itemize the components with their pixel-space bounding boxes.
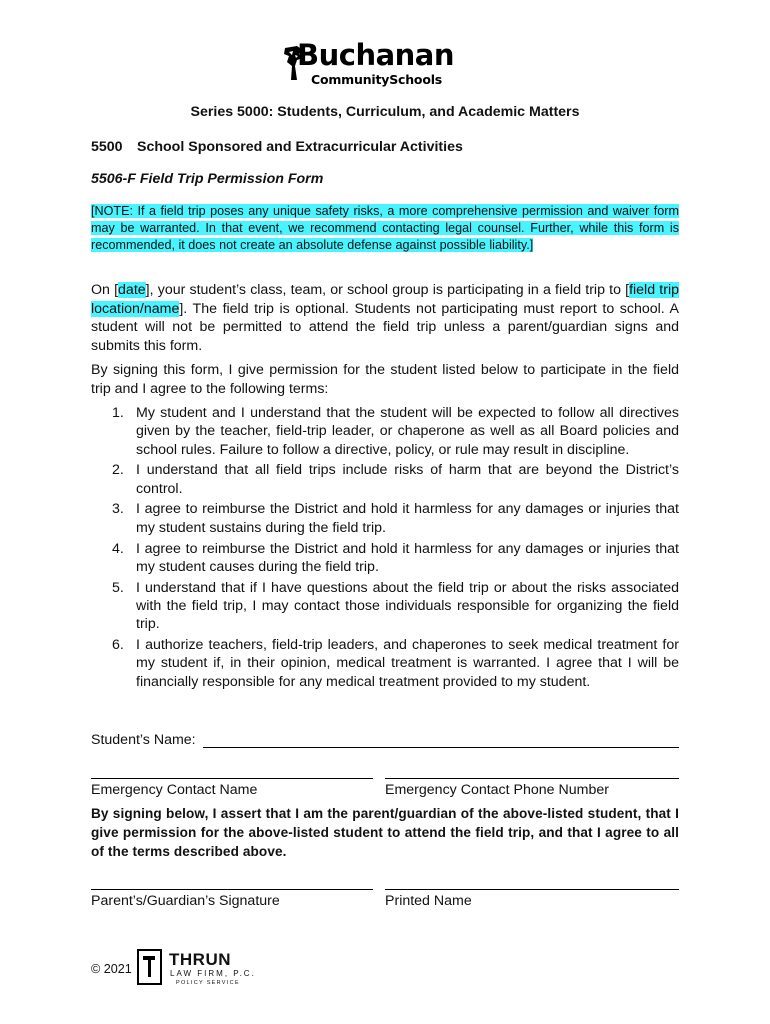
list-text: I authorize teachers, field-trip leaders, and chaperones to seek medical treatment for my student if, in their opinion, medical treatment is warranted. I agree that I will be financially responsible for any medical treatment provided to my student. [136, 637, 679, 690]
emergency-phone-line[interactable] [385, 778, 679, 779]
form-title: 5506-F Field Trip Permission Form [91, 171, 324, 187]
intro-paragraph [91, 281, 679, 355]
section-heading [91, 139, 463, 155]
list-text: I agree to reimburse the District and hold it harmless for any damages or injuries that my student sustains during the field trip. [136, 501, 679, 536]
copyright: © 2021 [91, 962, 132, 976]
list-item [91, 500, 679, 537]
intro-after-location: ]. The field trip is optional. Students not participating must report to school. A student will not be permitted to attend the field trip unless a parent/guardian signs and submits this form. [91, 300, 679, 354]
signature-line[interactable] [91, 889, 373, 890]
logo-name: Buchanan [297, 38, 455, 72]
intro-after-date: ], your student’s class, team, or school group is participating in a field trip to [ [145, 282, 630, 298]
logo [283, 38, 493, 90]
printed-name-line[interactable] [385, 889, 679, 890]
emergency-contact-label: Emergency Contact Name [91, 782, 258, 798]
terms-list [91, 404, 679, 693]
list-text: I understand that if I have questions about the field trip or about the risks associated with the field trip, I may contact those individuals responsible for organizing the field trip. [136, 579, 679, 633]
section-number: 5500 [91, 139, 123, 155]
list-number: 6. [112, 637, 124, 654]
permission-paragraph: By signing this form, I give permission for the student listed below to participate in the field trip and I agree to the following terms: [91, 362, 679, 397]
thrun-logo-icon [137, 949, 162, 985]
note-highlight: [NOTE: If a field trip poses any unique safety risks, a more comprehensive permission and waiver form may be warranted. In that event, we recommend contacting legal counsel. Further, while this form is recommended, it does not create an absolute defense against possible liability.] [91, 204, 679, 252]
location-placeholder: field trip location/name [91, 282, 679, 317]
assertion-paragraph: By signing below, I assert that I am the parent/guardian of the above-listed student, that I give permission for the above-listed student to attend the field trip, and that I agree to all of the terms described above. [91, 806, 679, 859]
firm-service: POLICY SERVICE [176, 980, 240, 986]
list-number: 3. [112, 501, 124, 518]
list-number: 5. [112, 579, 124, 596]
student-name-label: Student’s Name: [91, 732, 196, 748]
logo-subtitle: CommunitySchools [311, 72, 443, 87]
emergency-phone-label: Emergency Contact Phone Number [385, 782, 609, 798]
date-placeholder: date [118, 282, 146, 298]
list-text: I agree to reimburse the District and hold it harmless for any damages or injuries that my student causes during the field trip. [136, 540, 679, 575]
emergency-contact-line[interactable] [91, 778, 373, 779]
list-number: 1. [112, 405, 124, 421]
list-number: 4. [112, 540, 124, 557]
student-name-line[interactable] [203, 747, 679, 748]
signature-label: Parent’s/Guardian’s Signature [91, 893, 280, 909]
list-item [91, 636, 679, 691]
list-item [91, 579, 679, 634]
list-item [91, 461, 679, 498]
intro-on: On [ [91, 282, 119, 298]
section-title: School Sponsored and Extracurricular Activities [137, 139, 463, 155]
printed-name-label: Printed Name [385, 893, 472, 909]
note-paragraph [91, 203, 679, 254]
list-number: 2. [112, 462, 124, 479]
list-item [91, 540, 679, 577]
list-item [91, 404, 679, 459]
list-text: My student and I understand that the student will be expected to follow all directives given by the teacher, field-trip leader, or chaperone as well as all Board policies and school rules. Failure to follow a directive, policy, or rule may result in discipline. [136, 405, 679, 458]
list-text: I understand that all field trips include risks of harm that are beyond the District’s control. [136, 462, 679, 497]
firm-subtitle: LAW FIRM, P.C. [170, 969, 256, 978]
series-heading: Series 5000: Students, Curriculum, and Academic Matters [190, 104, 580, 120]
firm-name: THRUN [169, 950, 231, 969]
